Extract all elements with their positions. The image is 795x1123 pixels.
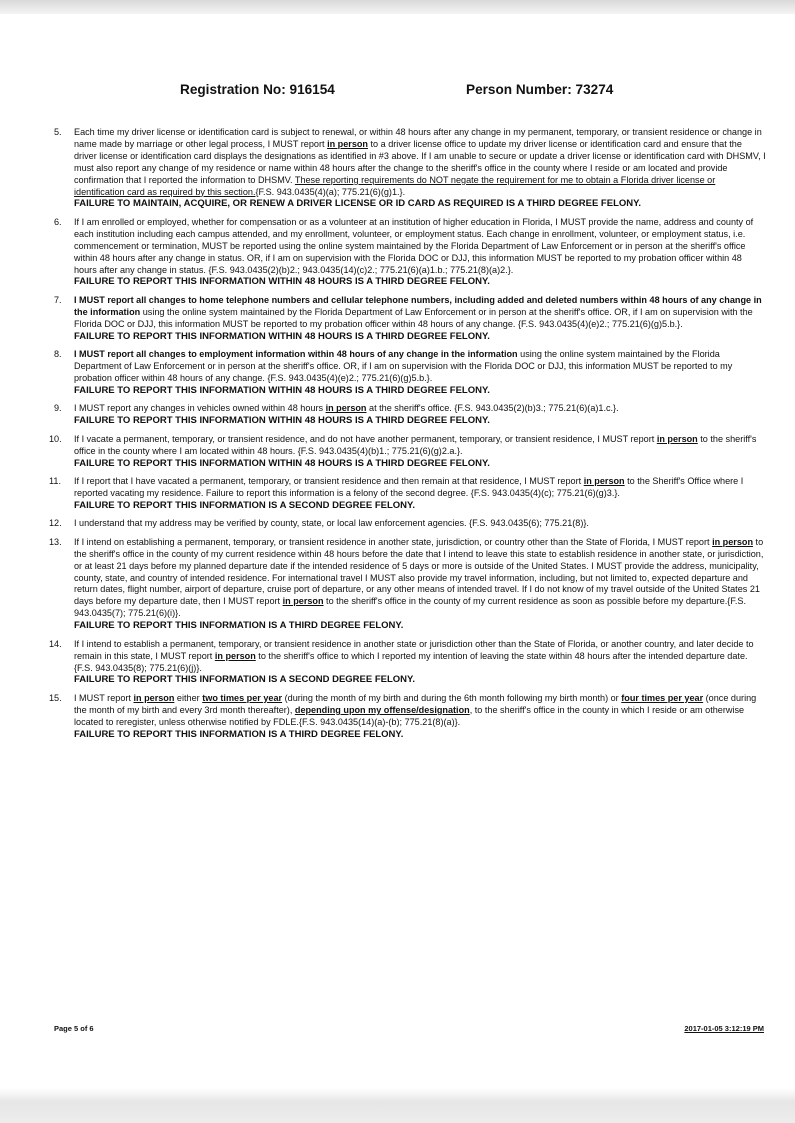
item-number: 8.	[54, 349, 62, 360]
felony-warning: FAILURE TO REPORT THIS INFORMATION IS A THIRD DEGREE FELONY.	[74, 728, 404, 740]
item-text: to a driver license office to update my driver license or identification card and ensure that the driver license or identification card displays the designations as identified in #3 above. If I am unable to secure or update a driver license or identification card with DHSMV, I must also report any change of my residence or name within 48 hours after the change to the sheriff's office in the county where I reside or am located and provide confirmation that I reported the information to DHSMV.	[74, 138, 766, 185]
item-text: at the sheriff's office. {F.S. 943.0435(2)(b)3.; 775.21(6)(a)1.c.}.	[366, 403, 619, 414]
document-header	[0, 82, 795, 102]
statute-citation: {F.S. 943.0435(4)(a); 775.21(6)(g)1.}.	[255, 186, 406, 197]
emphasis-in-person: in person	[282, 596, 324, 607]
felony-warning: FAILURE TO REPORT THIS INFORMATION WITHIN 48 HOURS IS A THIRD DEGREE FELONY.	[74, 276, 490, 288]
underlined-note: These reporting requirements do NOT negate the requirement for me to obtain a Florida driver license or identification card as required by this section.	[74, 174, 716, 197]
felony-warning: FAILURE TO REPORT THIS INFORMATION WITHIN 48 HOURS IS A THIRD DEGREE FELONY.	[74, 330, 490, 342]
scan-edge-bottom	[0, 1088, 795, 1123]
list-item-15	[49, 692, 766, 741]
list-item-12	[49, 518, 766, 530]
item-text: I MUST report any changes in vehicles owned within 48 hours	[74, 403, 326, 414]
page-number: Page 5 of 6	[54, 1024, 94, 1033]
item-number: 11.	[49, 476, 61, 487]
list-item-11	[49, 476, 766, 512]
list-item-10	[49, 433, 766, 470]
emphasis-frequency: four times per year	[621, 692, 704, 703]
item-text: to the sheriff's office in the county where I am located within 48 hours. {F.S. 943.0435(4)(b)1.; 775.21(6)(g)2.a.}.	[74, 433, 757, 456]
item-text: If I vacate a permanent, temporary, or transient residence, and do not have another permanent, temporary, or transient residence, I MUST report	[74, 433, 657, 444]
print-timestamp: 2017-01-05 3:12:19 PM	[684, 1024, 764, 1033]
item-text: If I report that I have vacated a permanent, temporary, or transient residence and then remain at that residence, I MUST report	[74, 476, 584, 487]
item-number: 15.	[49, 692, 62, 703]
bold-requirement: I MUST report all changes to home telephone numbers and cellular telephone numbers, including added and deleted numbers within 48 hours of any change in the information	[74, 294, 762, 317]
felony-warning: FAILURE TO REPORT THIS INFORMATION WITHIN 48 HOURS IS A THIRD DEGREE FELONY.	[74, 415, 490, 427]
felony-warning: FAILURE TO REPORT THIS INFORMATION IS A SECOND DEGREE FELONY.	[74, 674, 415, 686]
list-item-7	[54, 295, 766, 343]
item-number: 13.	[49, 536, 62, 547]
bold-requirement: I MUST report all changes to employment information within 48 hours of any change in the information	[74, 349, 518, 360]
item-number: 10.	[49, 433, 62, 444]
felony-warning: FAILURE TO REPORT THIS INFORMATION IS A SECOND DEGREE FELONY.	[74, 499, 415, 511]
item-text: to the sheriff's office in the county of my current residence as soon as possible before my departure.{F.S. 943.0435(7); 775.21(6)(i)}.	[74, 596, 746, 619]
item-text: using the online system maintained by the Florida Department of Law Enforcement or in person at the sheriff's office. OR, if I am on supervision with the Florida DOC or DJJ, this information MUST be reported to my probation officer within 48 hours of any change. {F.S. 943.0435(4)(e)2.; 775.21(6)(g)5.b.}.	[74, 349, 733, 383]
list-item-14	[49, 638, 766, 687]
item-number: 7.	[54, 294, 62, 305]
registration-number: Registration No: 916154	[180, 82, 335, 97]
list-item-13	[49, 536, 766, 632]
item-text: Each time my driver license or identification card is subject to renewal, or within 48 hours after any change in my permanent, temporary, or transient residence or change in name made by marriage or other legal process, I MUST report	[74, 127, 762, 149]
item-text: to the sheriff's office in the county of my current residence within 48 hours before the date that I intend to leave this state to establish residence in another state, or jurisdiction, or at least 21 days before my planned departure date if the intended residence of 5 days or more is outside of the United States. I MUST provide the address, municipality, county, state, and country of intended residence. For international travel I MUST also provide my travel information, including, but not limited to, expected departure and return dates, flight number, airport of departure, cruise port of departure, or any other means of intended travel. If I do not know of my travel outside of the United States 21 days before my departure date, then I MUST report	[74, 536, 764, 607]
emphasis-in-person: in person	[583, 476, 625, 487]
emphasis-in-person: in person	[327, 138, 368, 149]
emphasis-designation: depending upon my offense/designation	[294, 704, 470, 715]
list-item-5	[54, 127, 766, 210]
item-number: 9.	[54, 403, 62, 414]
emphasis-in-person: in person	[214, 650, 256, 661]
emphasis-in-person: in person	[656, 433, 698, 444]
felony-warning: FAILURE TO REPORT THIS INFORMATION WITHIN 48 HOURS IS A THIRD DEGREE FELONY.	[74, 384, 490, 396]
person-number: Person Number: 73274	[466, 82, 614, 97]
scan-edge-top	[0, 0, 795, 14]
emphasis-frequency: two times per year	[202, 692, 283, 703]
page-footer	[0, 1024, 795, 1036]
item-text: to the sheriff's office to which I reported my intention of leaving the state within 48 hours after the intended departure date. {F.S. 943.0435(8); 775.21(6)(j)}.	[74, 650, 748, 673]
item-number: 5.	[54, 127, 62, 137]
emphasis-in-person: in person	[325, 403, 367, 414]
item-number: 6.	[54, 216, 62, 227]
item-text: I understand that my address may be verified by county, state, or local law enforcement agencies. {F.S. 943.0435(6); 775.21(8)}.	[74, 518, 589, 529]
item-text: to the Sheriff's Office where I reported vacating my residence. Failure to report this information is a felony of the second degree. {F.S. 943.0435(4)(c); 775.21(6)(g)3.}.	[74, 476, 744, 499]
list-item-6	[54, 217, 766, 289]
list-item-9	[54, 403, 766, 427]
item-text: If I am enrolled or employed, whether for compensation or as a volunteer at an institution of higher education in Florida, I MUST provide the name, address and county of each institution including each campus attended, and my enrollment, volunteer, or employment status. Each change in enrollment, volunteer, or employment status, i.e. commencement or termination, MUST be reported using the online system maintained by the Florida Department of Law Enforcement or in person at the sheriff's office within 48 hours after any change in status. OR, if I am on supervision with the Florida DOC or DJJ, this information MUST be reported to my probation officer within 48 hours after any change in status. {F.S. 943.0435(2)(b)2.; 943.0435(14)(c)2.; 775.21(6)(a)1.b.; 775.21(8)(a)2.}.	[74, 216, 754, 275]
item-text: using the online system maintained by the Florida Department of Law Enforcement or in person at the sheriff's office. OR, if I am on supervision with the Florida DOC or DJJ, this information MUST be reported to my probation officer within 48 hours of any change. {F.S. 943.0435(4)(e)2.; 775.21(6)(g)5.b.}.	[74, 306, 753, 329]
item-number: 12.	[49, 518, 62, 529]
list-item-8	[54, 349, 766, 397]
item-text: I MUST report	[74, 692, 134, 703]
felony-warning: FAILURE TO REPORT THIS INFORMATION WITHIN 48 HOURS IS A THIRD DEGREE FELONY.	[74, 457, 490, 469]
emphasis-in-person: in person	[133, 692, 175, 703]
item-text: either	[174, 692, 203, 703]
item-text: , to the sheriff's office in the county in which I reside or am otherwise located to reregister, unless otherwise notified by FDLE.{F.S. 943.0435(14)(a)-(b); 775.21(8)(a)}.	[74, 704, 745, 727]
item-text: (during the month of my birth and during the 6th month following my birth month) or	[282, 692, 622, 703]
requirements-list	[49, 127, 766, 747]
item-number: 14.	[49, 638, 62, 649]
emphasis-in-person: in person	[712, 536, 754, 547]
felony-warning: FAILURE TO REPORT THIS INFORMATION IS A THIRD DEGREE FELONY.	[74, 620, 404, 632]
felony-warning: FAILURE TO MAINTAIN, ACQUIRE, OR RENEW A DRIVER LICENSE OR ID CARD AS REQUIRED IS A THIRD DEGREE FELONY.	[74, 198, 642, 210]
item-text: (once during the month of my birth and every 3rd month thereafter),	[74, 692, 757, 715]
item-text: If I intend to establish a permanent, temporary, or transient residence in another state or jurisdiction other than the State of Florida, or another country, and later decide to remain in this state, I MUST report	[74, 638, 754, 661]
item-text: If I intend on establishing a permanent, temporary, or transient residence in another state, jurisdiction, or country other than the State of Florida, I MUST report	[74, 536, 713, 547]
